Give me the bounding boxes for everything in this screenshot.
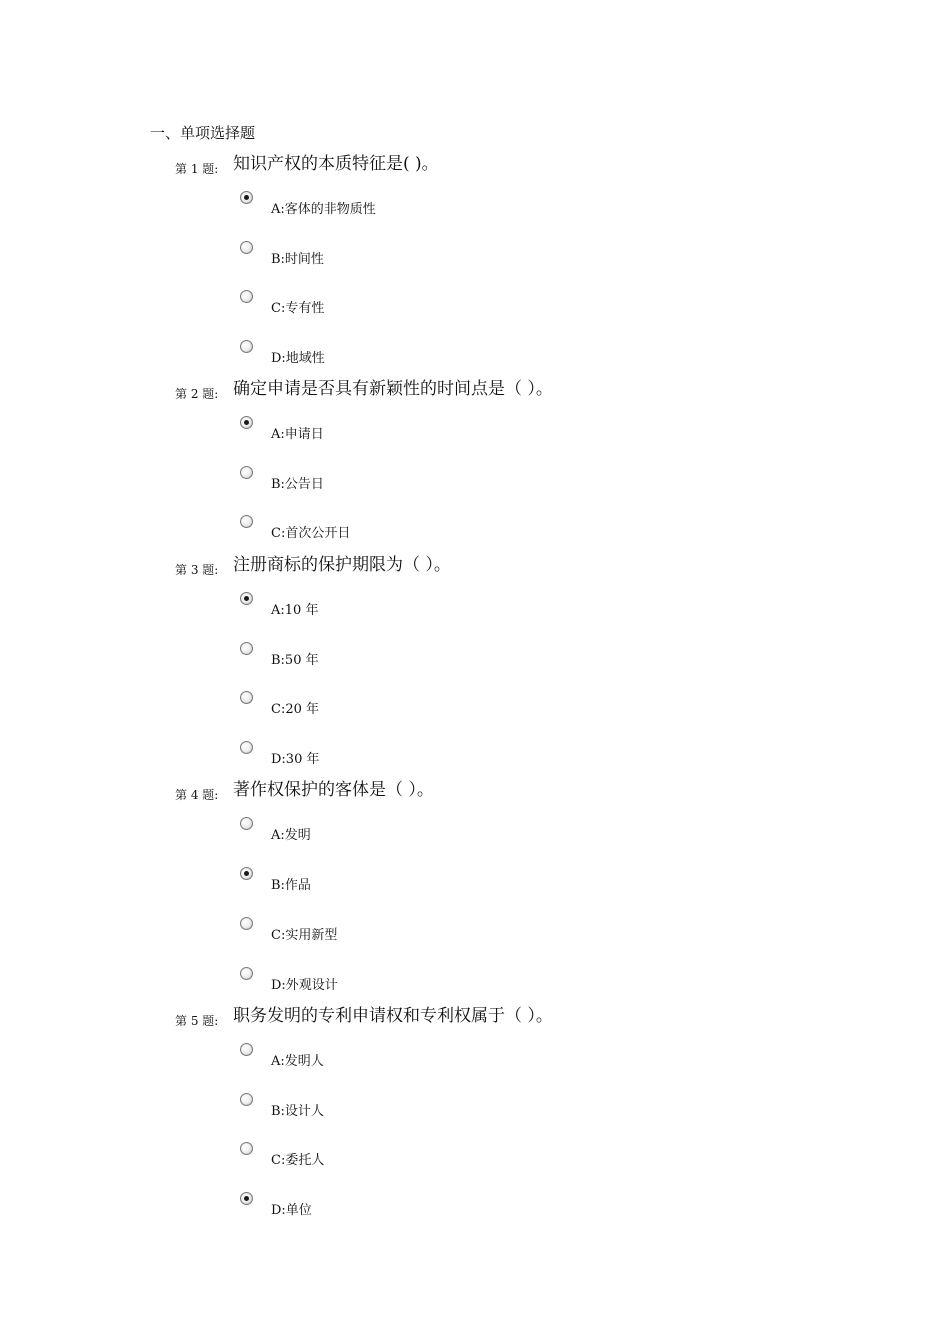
question-text: 著作权保护的客体是（ ）。 <box>233 780 434 800</box>
option-label: C:专有性 <box>271 301 325 316</box>
option-label: C:首次公开日 <box>271 526 351 541</box>
option-label: B:公告日 <box>271 477 324 492</box>
radio-button[interactable] <box>240 867 253 880</box>
option-label: D:外观设计 <box>271 978 338 993</box>
option-label: A:10 年 <box>271 603 319 618</box>
option-b[interactable] <box>240 241 540 281</box>
option-d[interactable] <box>240 1192 540 1232</box>
option-a[interactable] <box>240 416 540 456</box>
option-label: B:设计人 <box>271 1104 324 1119</box>
option-label: A:发明 <box>271 828 311 843</box>
option-label: D:地域性 <box>271 351 325 366</box>
radio-button[interactable] <box>240 642 253 655</box>
section-title: 一、单项选择题 <box>150 124 256 142</box>
radio-button[interactable] <box>240 1043 253 1056</box>
radio-button[interactable] <box>240 1192 253 1205</box>
option-label: C:20 年 <box>271 702 320 717</box>
question-number: 第 2 题: <box>175 387 219 401</box>
option-c[interactable] <box>240 691 540 731</box>
radio-button[interactable] <box>240 241 253 254</box>
option-label: A:客体的非物质性 <box>271 202 376 217</box>
radio-button[interactable] <box>240 290 253 303</box>
option-d[interactable] <box>240 967 540 1007</box>
radio-button[interactable] <box>240 817 253 830</box>
option-c[interactable] <box>240 290 540 330</box>
option-c[interactable] <box>240 1142 540 1182</box>
option-label: D:单位 <box>271 1203 312 1218</box>
option-label: C:委托人 <box>271 1153 325 1168</box>
option-b[interactable] <box>240 867 540 907</box>
radio-button[interactable] <box>240 340 253 353</box>
option-label: A:发明人 <box>271 1054 324 1069</box>
option-a[interactable] <box>240 191 540 231</box>
option-b[interactable] <box>240 642 540 682</box>
option-b[interactable] <box>240 1093 540 1133</box>
radio-button[interactable] <box>240 741 253 754</box>
option-c[interactable] <box>240 515 540 555</box>
question-text: 确定申请是否具有新颖性的时间点是（ ）。 <box>233 379 553 399</box>
option-label: D:30 年 <box>271 752 320 767</box>
option-c[interactable] <box>240 917 540 957</box>
radio-button[interactable] <box>240 191 253 204</box>
radio-button[interactable] <box>240 917 253 930</box>
option-d[interactable] <box>240 741 540 781</box>
option-label: B:作品 <box>271 878 311 893</box>
radio-button[interactable] <box>240 967 253 980</box>
radio-button[interactable] <box>240 691 253 704</box>
option-b[interactable] <box>240 466 540 506</box>
radio-button[interactable] <box>240 1142 253 1155</box>
radio-button[interactable] <box>240 1093 253 1106</box>
radio-button[interactable] <box>240 466 253 479</box>
question-text: 职务发明的专利申请权和专利权属于（ ）。 <box>233 1006 553 1026</box>
question-text: 注册商标的保护期限为（ ）。 <box>233 555 451 575</box>
option-d[interactable] <box>240 340 540 380</box>
question-text: 知识产权的本质特征是( )。 <box>233 154 439 174</box>
option-label: A:申请日 <box>271 427 324 442</box>
option-label: B:时间性 <box>271 252 324 267</box>
question-number: 第 4 题: <box>175 788 219 802</box>
question-number: 第 5 题: <box>175 1014 219 1028</box>
option-a[interactable] <box>240 592 540 632</box>
option-a[interactable] <box>240 1043 540 1083</box>
question-number: 第 3 题: <box>175 563 219 577</box>
question-number: 第 1 题: <box>175 162 219 176</box>
option-a[interactable] <box>240 817 540 857</box>
option-label: B:50 年 <box>271 653 319 668</box>
radio-button[interactable] <box>240 592 253 605</box>
radio-button[interactable] <box>240 416 253 429</box>
option-label: C:实用新型 <box>271 928 338 943</box>
radio-button[interactable] <box>240 515 253 528</box>
